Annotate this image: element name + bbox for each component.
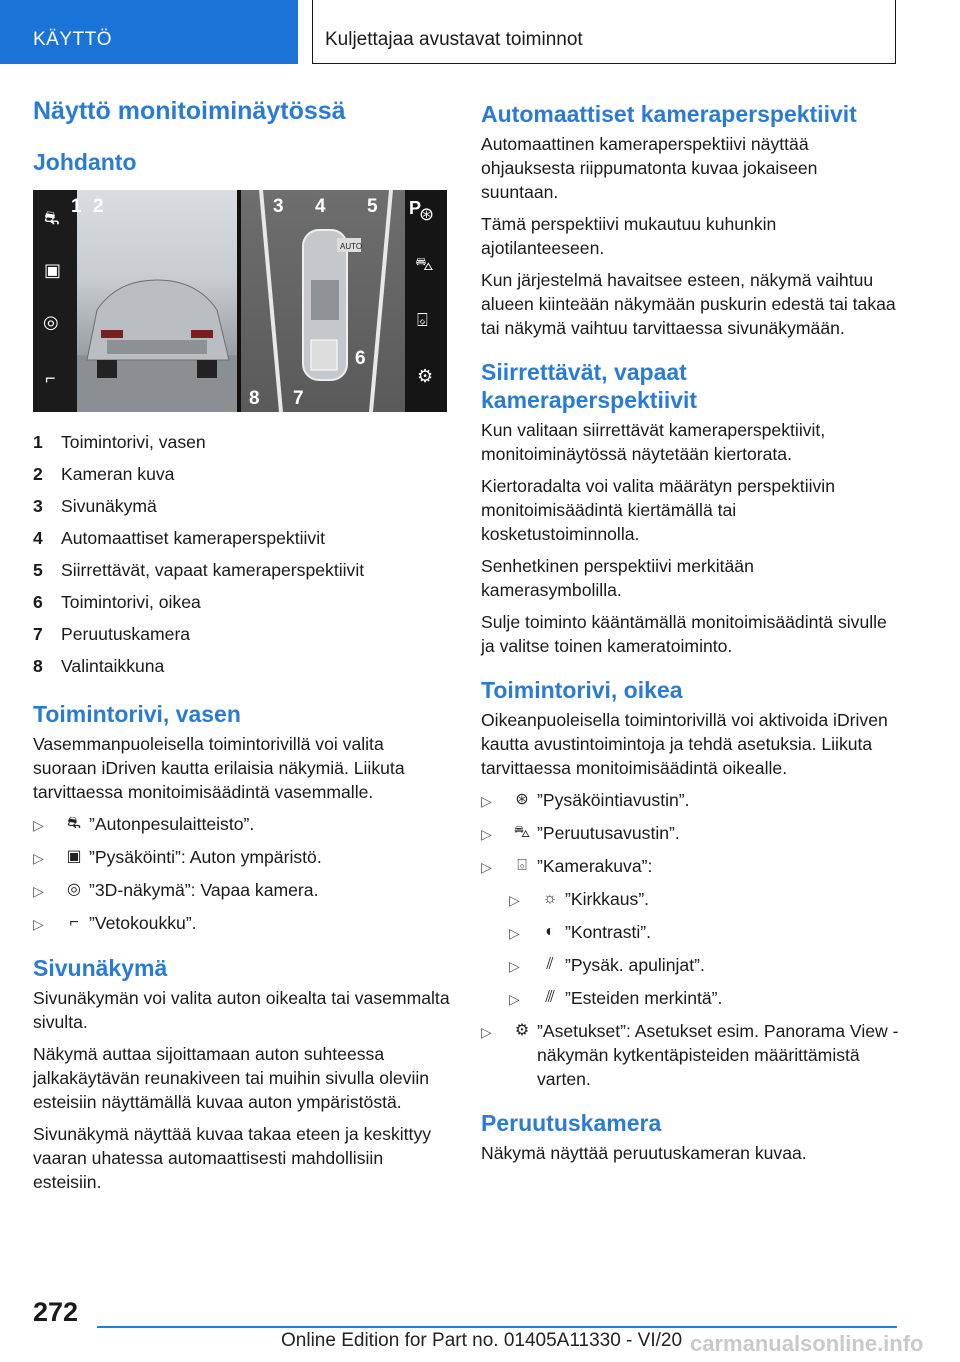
figure-left-toolbar xyxy=(33,190,77,412)
footer-divider xyxy=(97,1326,897,1328)
triangle-bullet-icon: ▷ xyxy=(33,817,44,833)
left-bar-options xyxy=(33,812,451,936)
list-item: ▷ ⊛ ”Pysäköintiavustin”. xyxy=(481,788,899,813)
paragraph: Automaattinen kameraperspektiivi näyttää ohjauksesta riippumatonta kuvaa jokaiseen suuntaan. xyxy=(481,134,818,202)
list-item: ▷ ⛍ ”Peruutusavustin”. xyxy=(481,821,899,846)
paragraph: Sivunäkymä näyttää kuvaa takaa eteen ja keskittyy vaaran uhatessa automaattisesti mahdollisiin esteisiin. xyxy=(33,1124,432,1192)
legend-item: 2 Kameran kuva xyxy=(33,464,175,484)
obstacle-marking-icon: ⫻ xyxy=(545,989,555,1006)
car-rear-illustration xyxy=(77,190,237,412)
settings-gear-icon: ⚙ xyxy=(417,366,434,386)
watermark: carmanualsonline.info xyxy=(690,1331,924,1356)
car-wash-icon: ⛐ xyxy=(44,208,60,228)
figure-label-2: 2 xyxy=(93,196,104,217)
3d-view-icon: ◎ xyxy=(67,881,81,898)
header-chapter: Kuljettajaa avustavat toiminnot xyxy=(312,0,896,64)
3d-view-icon: ◎ xyxy=(43,312,59,332)
contrast-icon: ◐ xyxy=(545,923,555,940)
top-view-image xyxy=(241,190,405,412)
section-heading-right-bar: Toimintorivi, oikea xyxy=(481,677,683,703)
legend-item: 5 Siirrettävät, vapaat kameraperspektiivit xyxy=(33,560,365,580)
page-number: 272 xyxy=(33,1297,79,1327)
figure-label-5: 5 xyxy=(367,196,378,217)
section-heading-left-bar: Toimintorivi, vasen xyxy=(33,701,241,727)
page-title: Näyttö monitoiminäytössä xyxy=(33,97,346,125)
list-item: ▷ ⚙ ”Asetukset”: Asetukset esim. Panorama View -näkymän kytkentäpisteiden määrittämistä varten. xyxy=(481,1021,899,1089)
header-section: KÄYTTÖ xyxy=(0,0,298,64)
parking-lines-icon: ⫽ xyxy=(546,956,554,973)
right-bar-options xyxy=(481,788,899,1091)
tow-hook-icon: ⌐ xyxy=(69,914,79,931)
reversing-assistant-icon: ⛍ xyxy=(415,254,434,274)
paragraph: Sulje toiminto kääntämällä monitoimisäädintä sivulle ja valitse toinen kameratoiminto. xyxy=(481,612,887,656)
legend-item: 4 Automaattiset kameraperspektiivit xyxy=(33,528,326,548)
footer-edition: Online Edition for Part no. 01405A11330 - VI/20 xyxy=(281,1330,683,1351)
parking-view-icon: ▣ xyxy=(44,260,62,280)
reversing-assistant-icon: ⛍ xyxy=(513,824,531,841)
triangle-bullet-icon: ▷ xyxy=(509,991,520,1007)
parking-view-icon: ▣ xyxy=(66,848,82,865)
triangle-bullet-icon: ▷ xyxy=(509,925,520,941)
paragraph: Oikeanpuoleisella toimintorivillä voi aktivoida iDriven kautta avustintoimintoja ja tehdä asetuksia. Liikuta tarvittaessa monitoimisäädintä oikealle. xyxy=(481,710,888,778)
brightness-icon: ☼ xyxy=(542,890,558,907)
legend-item: 8 Valintaikkuna xyxy=(33,656,165,676)
auto-label: AUTO xyxy=(340,242,363,251)
paragraph: Näkymä näyttää peruutuskameran kuvaa. xyxy=(481,1143,807,1163)
parking-assistant-icon: ⊛ xyxy=(515,791,529,808)
paragraph: Senhetkinen perspektiivi merkitään kamerasymbolilla. xyxy=(481,556,754,600)
monitor-figure xyxy=(33,190,447,412)
legend-item: 1 Toimintorivi, vasen xyxy=(33,432,206,452)
camera-image xyxy=(77,190,237,412)
figure-right-toolbar xyxy=(405,190,447,412)
paragraph: Näkymä auttaa sijoittamaan auton suhteessa jalkakäytävän reunakiveen tai muihin sivulla oleviin esteisiin näyttämällä kuvaa auton ympäristöstä. xyxy=(33,1044,430,1112)
camera-settings-icon: ⌺ xyxy=(517,857,527,874)
section-heading-reverse-camera: Peruutuskamera xyxy=(481,1110,662,1136)
triangle-bullet-icon: ▷ xyxy=(481,1024,492,1040)
section-heading-auto: Automaattiset kameraperspektiivit xyxy=(481,101,857,127)
section-heading-side-view: Sivunäkymä xyxy=(33,955,168,981)
triangle-bullet-icon: ▷ xyxy=(481,793,492,809)
list-item: ▷ ⌐ ”Vetokoukku”. xyxy=(33,911,451,936)
paragraph: Vasemmanpuoleisella toimintorivillä voi valita suoraan iDriven kautta erilaisia näkymiä. Liikuta tarvittaessa monitoimisäädintä vasemmalle. xyxy=(33,734,405,802)
triangle-bullet-icon: ▷ xyxy=(33,883,44,899)
legend-item: 6 Toimintorivi, oikea xyxy=(33,592,201,612)
paragraph: Tämä perspektiivi mukautuu kuhunkin ajotilanteeseen. xyxy=(481,214,777,258)
list-item: ▷ ⛐ ”Autonpesulaitteisto”. xyxy=(33,812,451,837)
paragraph: Kun valitaan siirrettävät kameraperspektiivit, monitoiminäytössä näytetään kiertorata. xyxy=(481,420,826,464)
figure-label-4: 4 xyxy=(315,196,326,217)
figure-label-8: 8 xyxy=(249,388,260,409)
top-view-illustration xyxy=(241,190,405,412)
figure-label-3: 3 xyxy=(273,196,284,217)
figure-label-7: 7 xyxy=(293,388,304,409)
figure-label-6: 6 xyxy=(355,348,366,369)
list-item: ▷ ◐ ”Kontrasti”. xyxy=(481,920,899,945)
section-heading-free: Siirrettävät, vapaat kameraperspektiivit xyxy=(481,359,698,413)
figure-legend xyxy=(33,426,451,682)
list-item: ▷ ▣ ”Pysäköinti”: Auton ympäristö. xyxy=(33,845,451,870)
settings-gear-icon: ⚙ xyxy=(514,1022,530,1039)
triangle-bullet-icon: ▷ xyxy=(33,916,44,932)
triangle-bullet-icon: ▷ xyxy=(509,892,520,908)
paragraph: Kun järjestelmä havaitsee esteen, näkymä vaihtuu alueen kiinteään näkymään puskurin edestä tai takaa tai näkymä vaihtuu tarvittaessa sivunäkymään. xyxy=(481,270,896,338)
figure-label-1: 1 xyxy=(71,196,82,217)
paragraph: Sivunäkymän voi valita auton oikealta tai vasemmalta sivulta. xyxy=(33,988,450,1032)
car-wash-icon: ⛐ xyxy=(67,815,81,832)
parking-p-label: P xyxy=(409,198,422,218)
list-item: ▷ ◎ ”3D-näkymä”: Vapaa kamera. xyxy=(33,878,451,903)
list-item: ▷ ⌺ ”Kamerakuva”: xyxy=(481,854,899,879)
triangle-bullet-icon: ▷ xyxy=(33,850,44,866)
legend-item: 7 Peruutuskamera xyxy=(33,624,191,644)
intro-heading: Johdanto xyxy=(33,149,137,175)
list-item: ▷ ⫻ ”Esteiden merkintä”. xyxy=(481,986,899,1011)
list-item: ▷ ⫽ ”Pysäk. apulinjat”. xyxy=(481,953,899,978)
camera-settings-icon: ⌺ xyxy=(417,310,428,330)
left-column xyxy=(33,96,451,1202)
triangle-bullet-icon: ▷ xyxy=(481,826,492,842)
tow-hook-icon: ⌐ xyxy=(45,368,56,388)
triangle-bullet-icon: ▷ xyxy=(481,859,492,875)
paragraph: Kiertoradalta voi valita määrätyn perspektiivin monitoimisäädintä kiertämällä tai kosketustoiminnolla. xyxy=(481,476,835,544)
triangle-bullet-icon: ▷ xyxy=(509,958,520,974)
legend-item: 3 Sivunäkymä xyxy=(33,496,157,516)
steering-wheel-icon: ⊛ xyxy=(419,204,435,224)
list-item: ▷ ☼ ”Kirkkaus”. xyxy=(481,887,899,912)
right-column xyxy=(481,96,899,1173)
